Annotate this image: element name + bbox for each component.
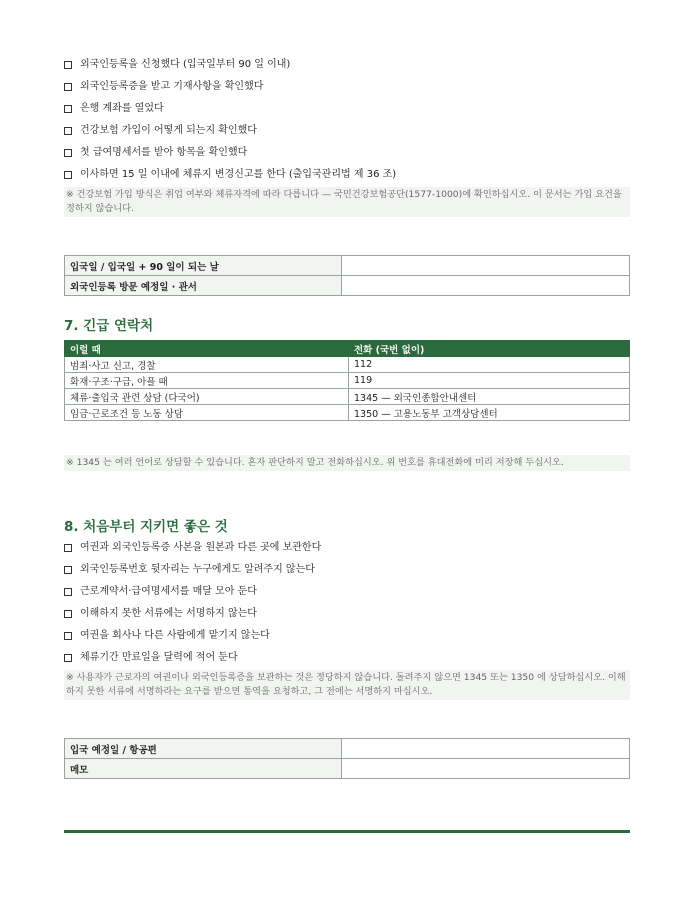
registration-visit-field[interactable] [342,276,630,296]
checkbox-icon[interactable] [64,105,72,113]
checkbox-icon[interactable] [64,149,72,157]
table-cell: 체류·출입국 관련 상담 (다국어) [65,389,349,405]
form-row [65,256,630,276]
checklist-item[interactable] [64,603,321,625]
form-row [65,759,630,779]
checkbox-icon[interactable] [64,566,72,574]
checklist-item-label: 건강보험 가입이 어떻게 되는지 확인했다 [80,125,257,136]
checklist-item-label: 이사하면 15 일 이내에 체류지 변경신고를 한다 (출입국관리법 제 36 조) [80,169,397,180]
section-title-emergency: 7. 긴급 연락처 [64,318,154,334]
checklist-item[interactable] [64,164,396,186]
checklist-item-label: 외국인등록을 신청했다 (입국일부터 90 일 이내) [80,59,291,70]
checklist-item[interactable] [64,54,396,76]
memo-field[interactable] [342,759,630,779]
departure-form-table [64,738,630,779]
table-cell: 임금·근로조건 등 노동 상담 [65,405,349,421]
column-header: 전화 (국번 없이) [349,341,630,357]
emergency-note: ※ 1345 는 여러 언어로 상담할 수 있습니다. 혼자 판단하지 말고 전화하십시오. 위 번호를 휴대전화에 미리 저장해 두십시오. [64,455,630,471]
table-cell: 화재·구조·구급, 아플 때 [65,373,349,389]
form-row [65,276,630,296]
checkbox-icon[interactable] [64,654,72,662]
health-insurance-note: ※ 건강보험 가입 방식은 취업 여부와 체류자격에 따라 다릅니다 — 국민건강보험공단(1577-1000)에 확인하십시오. 이 문서는 가입 요건을 정하지 않습니다. [64,187,630,217]
flight-info-field[interactable] [342,739,630,759]
checklist-item-label: 여권과 외국인등록증 사본을 원본과 다른 곳에 보관한다 [80,542,322,553]
checklist-item-label: 외국인등록증을 받고 기재사항을 확인했다 [80,81,264,92]
table-cell: 119 [349,373,630,389]
form-label: 입국일 / 입국일 + 90 일이 되는 날 [65,256,342,276]
checkbox-icon[interactable] [64,83,72,91]
checklist-item[interactable] [64,76,396,98]
form-label: 메모 [65,759,342,779]
checkbox-icon[interactable] [64,610,72,618]
table-row [65,389,630,405]
checklist-item[interactable] [64,120,396,142]
table-row [65,357,630,373]
form-label: 외국인등록 방문 예정일 · 관서 [65,276,342,296]
checklist-item-label: 이해하지 못한 서류에는 서명하지 않는다 [80,608,257,619]
checklist-item[interactable] [64,98,396,120]
table-cell: 112 [349,357,630,373]
checklist-item[interactable] [64,559,321,581]
column-header: 이럴 때 [65,341,349,357]
emergency-contacts-table [64,340,630,421]
entry-date-field[interactable] [342,256,630,276]
form-label: 입국 예정일 / 항공편 [65,739,342,759]
passport-custody-note: ※ 사용자가 근로자의 여권이나 외국인등록증을 보관하는 것은 정당하지 않습니다. 돌려주지 않으면 1345 또는 1350 에 상담하십시오. 이해하지 못한 서류에 서명하라는 요구를 받으면 통역을 요청하고, 그 전에는 서명하지 마십시오. [64,670,630,700]
table-cell: 1345 — 외국인종합안내센터 [349,389,630,405]
checklist-item[interactable] [64,625,321,647]
checklist-item[interactable] [64,647,321,669]
checklist-arrival [64,54,396,186]
checklist-item[interactable] [64,581,321,603]
table-cell: 범죄·사고 신고, 경찰 [65,357,349,373]
checklist-item-label: 체류기간 만료일을 달력에 적어 둔다 [80,652,238,663]
checklist-item-label: 여권을 회사나 다른 사람에게 맡기지 않는다 [80,630,270,641]
checklist-good-habits [64,537,321,669]
checklist-item[interactable] [64,142,396,164]
arrival-form-table [64,255,630,296]
section-title-good-habits: 8. 처음부터 지키면 좋은 것 [64,519,228,535]
checklist-item-label: 첫 급여명세서를 받아 항목을 확인했다 [80,147,248,158]
table-row [65,405,630,421]
checklist-item-label: 은행 계좌를 열었다 [80,103,164,114]
checklist-item[interactable] [64,537,321,559]
form-row [65,739,630,759]
checkbox-icon[interactable] [64,171,72,179]
checkbox-icon[interactable] [64,61,72,69]
table-header-row [65,341,630,357]
checkbox-icon[interactable] [64,632,72,640]
footer-divider [64,830,630,833]
checkbox-icon[interactable] [64,588,72,596]
table-cell: 1350 — 고용노동부 고객상담센터 [349,405,630,421]
table-row [65,373,630,389]
checkbox-icon[interactable] [64,127,72,135]
checklist-item-label: 근로계약서·급여명세서를 매달 모아 둔다 [80,586,257,597]
checkbox-icon[interactable] [64,544,72,552]
checklist-item-label: 외국인등록번호 뒷자리는 누구에게도 알려주지 않는다 [80,564,315,575]
